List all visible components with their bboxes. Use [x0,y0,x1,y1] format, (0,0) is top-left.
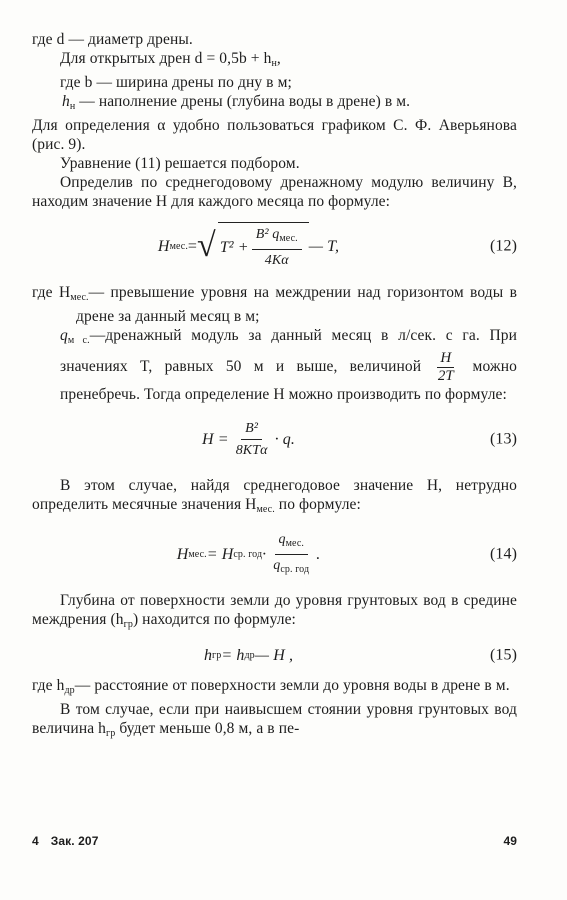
page-number: 49 [503,834,517,848]
paragraph: В том случае, если при наивысшем стоянии уровня грунтовых вод величина $h_{гр}$ будет меньше 0,8 м, а в пе- [32,701,517,739]
equation-number: (13) [489,430,517,448]
equation-number: (12) [489,237,517,255]
sheet-number: 4 [32,834,39,848]
paragraph: Определив по среднегодовому дренажному модулю величину B, находим значение H для каждого месяца по формуле: [32,174,517,210]
formula-13: H = $\frac{\text{B²}}{\text{8KTα}}$ · q. (13) [202,420,517,458]
formula-15: h гр = h др — H , (15) [203,646,517,664]
paragraph: $q_{м с.}—дренажный$ модуль за данный месяц в л/сек. с га. При значениях T, равных 50 м и выше, величиной $\frac{H}{2T}$ можно пренебречь. Тогда определение H можно производить по формуле: [60,327,517,403]
text-line: $h_н$ — наполнение дрены (глубина воды в дрене) в м. [62,93,411,112]
order-number: Зак. 207 [50,834,99,848]
paragraph: Уравнение (11) решается подбором. [60,155,300,172]
text-line: где b — ширина дрены по дну в м; [60,74,292,91]
paragraph: В этом случае, найдя среднегодовое значение H, нетрудно определить месячные значения $H_{мес.}$ по формуле: [32,477,517,515]
formula-14: H мес. = H ср. год · $\frac{q_{мес.}}{q_{ср. год}}$ . (14) [176,531,517,575]
inline-fraction: $\frac{H}{2T}$ [437,350,454,384]
paragraph: Глубина от поверхности земли до уровня грунтовых вод в средине междрения $(h_{гр})$ находится по формуле: [32,592,517,630]
formula-12: H мес. = √ T² + $\frac{B^2 q_{мес.}}{4K\alpha}$ — T, (12) [32,219,517,273]
text-line: Для открытых дрен $d = 0,5b + h_н$, [60,50,281,69]
equation-number: (14) [489,545,517,563]
sqrt-sign: √ [197,227,216,264]
paragraph: где $h_{др}—$ расстояние от поверхности земли до уровня воды в дрене в м. [32,677,510,696]
equation-number: (15) [489,646,517,664]
page-footer [32,832,517,851]
text-line: где d — диаметр дрены. [32,31,193,48]
paragraph: Для определения α удобно пользоваться графиком С. Ф. Аверьянова (рис. 9). [32,117,517,153]
paragraph: где $H_{мес.}—$ превышение уровня на междрении над горизонтом воды в дрене за данный месяц в м; [32,284,517,325]
